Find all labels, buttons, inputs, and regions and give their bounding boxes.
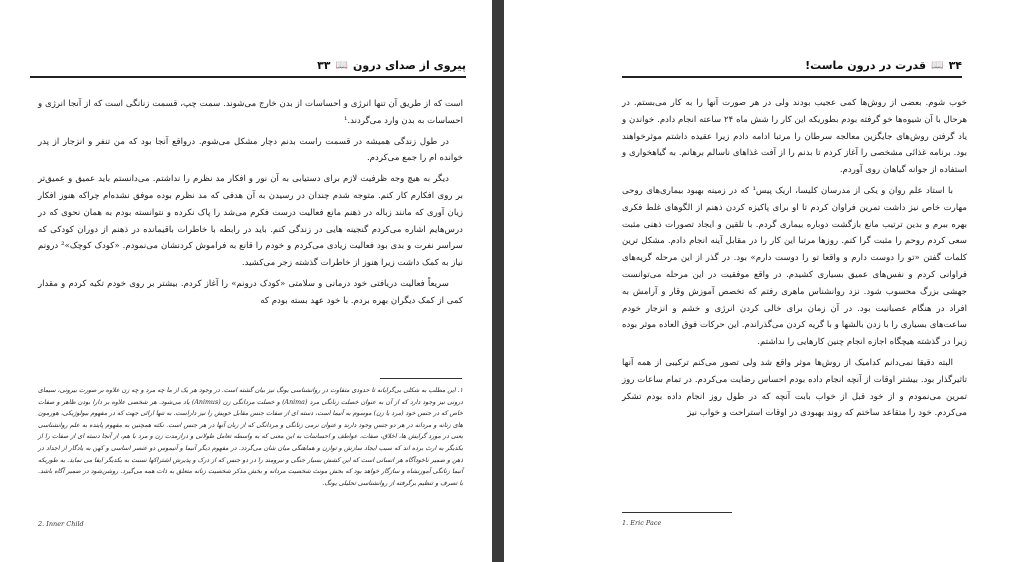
left-header-rule [30,76,466,78]
left-page-body [38,96,463,310]
left-latin-note: 2. Inner Child [38,520,84,528]
book-icon: 📖 [931,59,944,71]
left-footnote [38,385,463,489]
book-icon: 📖 [335,59,348,71]
right-page-number: ۳۴ [948,58,962,72]
left-page-title: پیروی از صدای درون [352,58,466,72]
left-footnote-rule [380,378,462,379]
right-latin-note: 1. Eric Pace [622,519,662,527]
paragraph: است که از طریق آن تنها انرژی و احساسات از بدن خارج می‌شوند. سمت چپ، قسمت زنانگی است که از آنجا انرژی و احساسات به بدن وارد می‌گردند.¹ [38,99,463,126]
paragraph: خوب شوم. بعضی از روش‌ها کمی عجیب بودند ولی در هر صورت آنها را به کار می‌بستم. در هرحال با آن شیوه‌ها خو گرفته بودم بطوریکه این کار را شش ماه ۲۴ ساعته انجام دادم. خواندن و یاد گرفتن روش‌های جایگزین معالجه سرطان را مرتبا ادامه دادم زیرا عقیده داشتم موثرخواهند بود. برنامه غذائی مشخصی را آغاز کردم تا بدنم را از آفت غذاهای ناسالم برهانم. به گیاهخواری و استفاده از جوانه گیاهان روی آوردم. [622,98,967,176]
right-footnote-rule [622,512,732,513]
right-header-rule [622,76,962,78]
paragraph: سریعاً فعالیت دریافتی خود درمانی و سلامتی «کودک درونم» را آغاز کردم. بیشتر بر روی خودم تکیه کردم و مقدار کمی از کمک دیگران بهره بردم. با خود عهد بسته بودم که [38,278,463,306]
right-page-header [805,56,962,74]
book-spine [492,0,504,562]
paragraph: با استاد علم روان و یکی از مدرسان کلیسا، اریک پیس¹ که در زمینه بهبود بیماری‌های روحی مهارت خاص نیز داشت تمرین فراوان کردم تا او برای پاکیزه کردن ذهنم از الگوهای غلط فکری بهره ببرم و بدین ترتیب مانع بازگشت دوباره بیماری گردم. با تلقین و ایجاد تصورات ذهنی مثبت سعی کردم روحم را مثبت گرا کنم. روزها مرتبا این کار را در مقابل آینه انجام دادم. مشکل ترین کلمات گفتن «تو را دوست دارم و واقعا تو را دوست دارم» بود. در گذر از این مرحله گریه‌های فراوانی کردم و نفس‌های عمیق بسیاری کشیدم. در واقع موفقیت در این مرحله می‌توانست جهشی بزرگ محسوب شود. نزد روانشناس ماهری رفتم که تخصص آموزش وقار و آرامش به افراد در هنگام عصبانیت بود. در آن زمان برای خالی کردن انرژی و خشم و انزجار خودم ساعت‌های بسیاری را با زدن بالشها و با گریه کردن می‌گذراندم. این حرکات فوق العاده موثر بوده زیرا در گذشته هیچگاه اجازه انجام چنین کارهایی را نداشتم. [622,185,967,348]
left-page-header [317,56,466,74]
left-page-number: ۳۳ [317,58,331,72]
right-page-title: قدرت در درون ماست! [805,58,927,72]
right-page [504,0,1024,562]
paragraph: دیگر به هیچ وجه ظرفیت لازم برای دستیابی به آن نور و افکار مد نظرم را نداشتم. می‌دانستم باید عمیق و عمیق‌تر بر روی افکارم کار کنم. متوجه شدم چندان در رسیدن به آن هدفی که مد نظرم بوده موفق نشده‌ام چراکه هنوز افکار زیان آوری که مانند زباله در ذهنم مانع فعالیت درست فکرم می‌شد را پاک نکرده و نتوانسته بودم به همان نحوی که در درس‌هایم اشاره می‌کردم گنجینه هایی در زندگی کنم. باید در رابطه با خاطرات باقیمانده در ذهنم از دوران کودکی که سراسر نفرت و بدی بود فعالیت زیادی می‌کردم و خودم را قانع به فراموش کردنشان می‌نمودم. «کودک کوچک»² درونم نیاز به کمک داشت زیرا هنوز از خاطرات گذشته زجر می‌کشید. [38,174,463,269]
right-page-body [622,95,967,422]
paragraph: البته دقیقا نمی‌دانم کدامیک از روش‌ها موثر واقع شد ولی تصور می‌کنم ترکیبی از همه آنها تاثیرگذار بود. بیشتر اوقات از آنچه انجام داده بودم احساس رضایت می‌کردم. در تمام ساعات روز تمرین می‌نمودم و از خود قبل از خواب بابت آنچه که در طول روز انجام داده بودم تشکر می‌کردم. خود را متقاعد ساختم که روند بهبودی در اوقات استراحت و خواب نیز [622,357,967,419]
left-page [0,0,492,562]
paragraph: در طول زندگی همیشه در قسمت راست بدنم دچار مشکل می‌شوم. درواقع آنجا بود که من تنفر و انزجار از پدر خوانده ام را جمع می‌کردم. [38,136,463,164]
footnote-text: ۱. این مطلب به شکلی بی‌گرایانه تا حدودی متفاوت در روانشناسی یونگ نیز بیان گشته است. در وجود هر یک از ما چه مرد و چه زن علاوه بر صورت بیرونی، سیمای درونی نیز وجود دارد که از آن به عنوان خصلت زنانگی مرد (Anima) و خصلت مردانگی زن (Animus) یاد می‌شود. هر شخصی علاوه بر دارا بودن ظاهر و صفات خاص که در جنس خود (مرد یا زن) موسوم به آنیما است، دسته ای از صفات جنس مقابل خویش را نیز داراست. به تنها ارائی جهت که در مفهوم بیولوژیکی، هورمون های زنانه و مردانه در هر دو جنس وجود دارند و عنوان نرمی زنانگی و مردانگی که از زبان آنها در هر جنس است. نکته همچنین به مفهوم پاینده به علم روانشناسی یعنی در مورد گرایش ها، اخلاق، صفات، عواطف و احساسات به این معنی که به واسطه تعامل طولانی و درازمدت زن و مرد با هم، از آنجا دسته ای از صفات را از یکدیگر به ارث برده اند که سبب ایجاد سازش و توازن و هماهنگی میان شان می‌گردد. در مفهوم دیگر آنیما و آنیموس دو عنصر اساسی و کهن به یادگار از اجداد در ذهن و ضمیر ناخودآگاه هر انسانی است که این کشش بسیار جنگی و نیرومند را در دو جنس که از درک و پذیرش اشتراکها نسبت به یکدیگر ایفا می نماید. به طوریکه آنیما زنانگی آموزنشاه و سازگار خواهد بود که بخش مونث شخصیت مردانه و بخش مذکر شخصیت زنانه متعلق به ذات همه می‌گیرد. روشن‌شود در ضمیر آگاه باشد. با تصرف و تنظیم برگرفته از روانشناسی تحلیلی یونگ. [38,387,463,487]
